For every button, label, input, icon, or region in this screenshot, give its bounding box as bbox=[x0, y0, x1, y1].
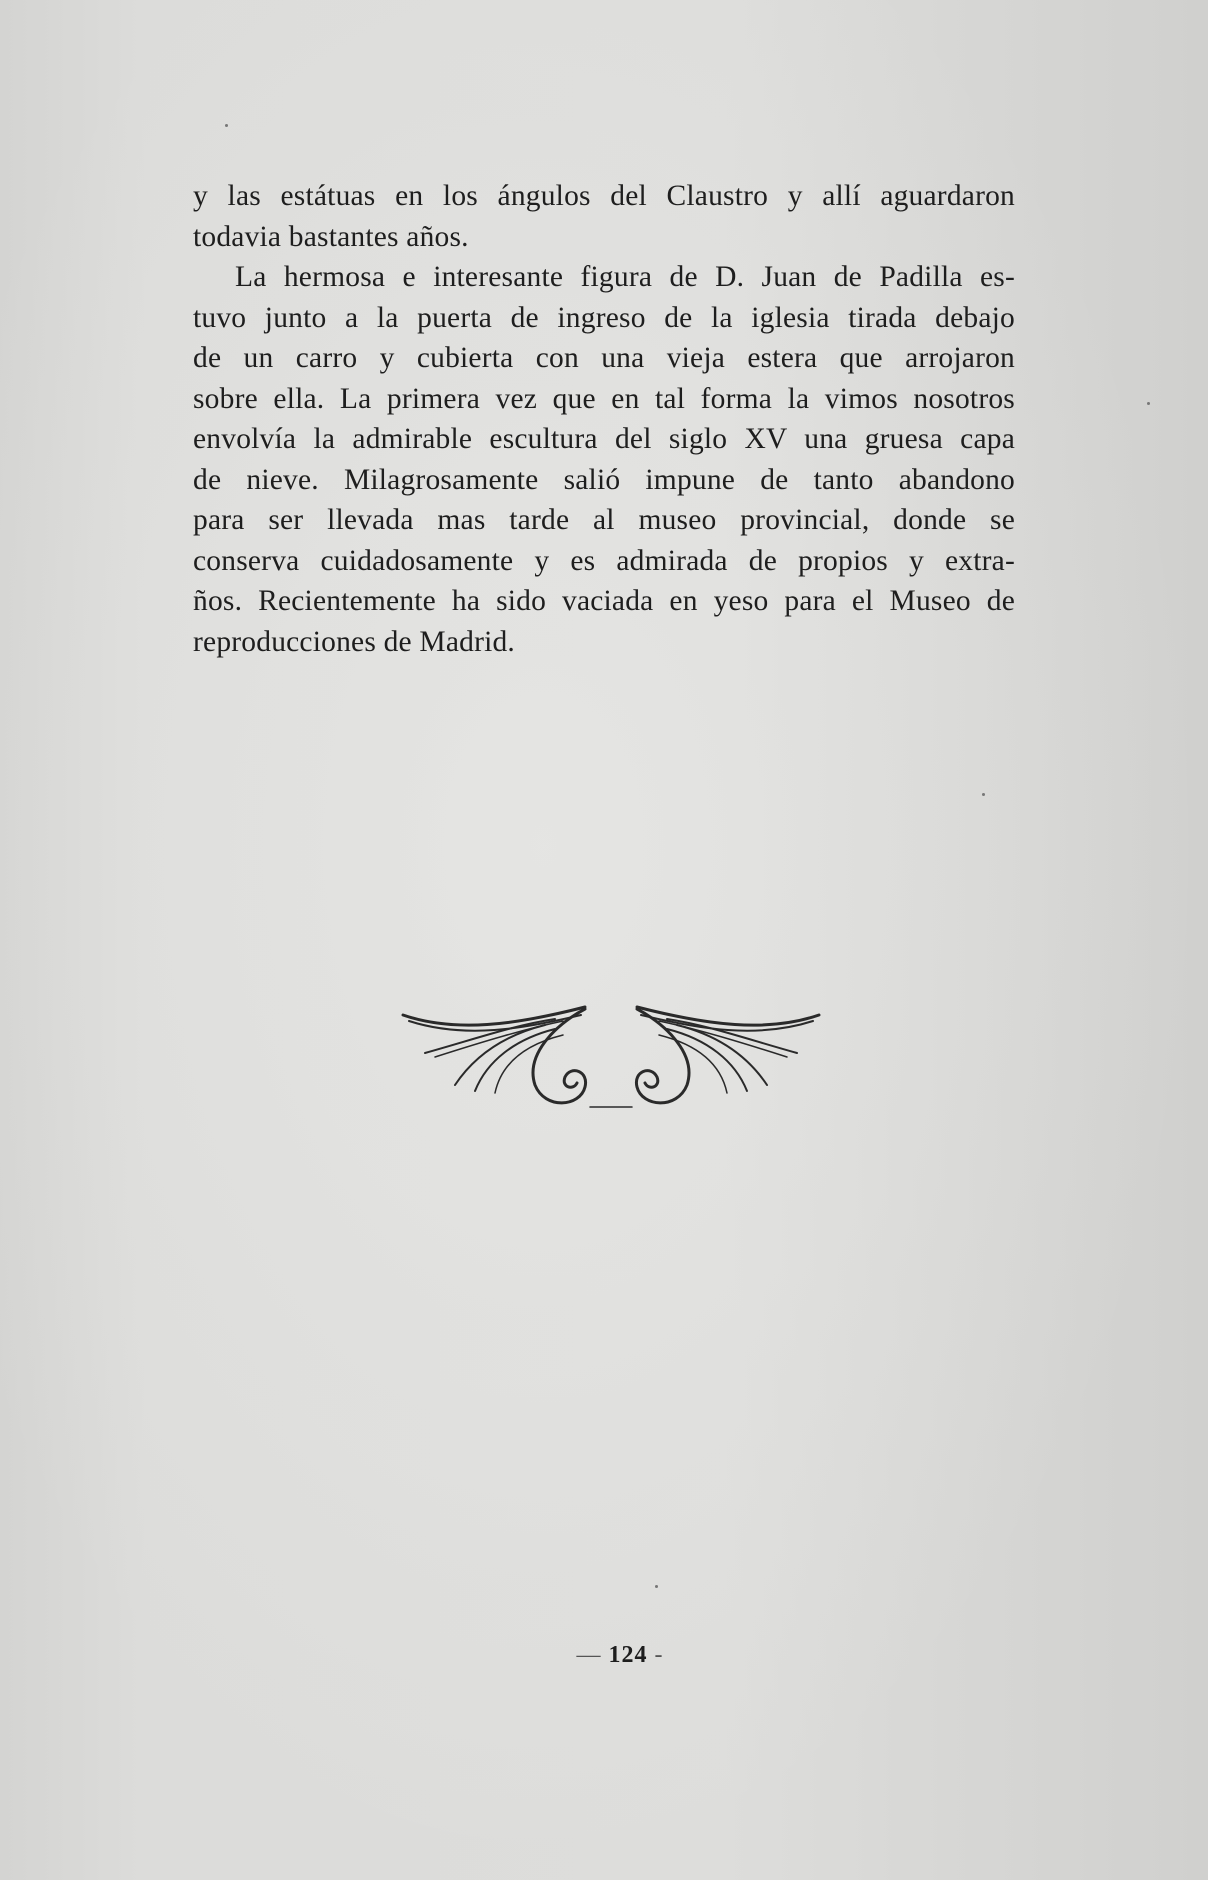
paper-speck bbox=[225, 124, 228, 127]
text-line: para ser llevada mas tarde al museo provincial, donde se bbox=[193, 504, 1015, 536]
text-line: reproducciones de Madrid. bbox=[193, 625, 516, 658]
text-line: sobre ella. La primera vez que en tal forma la vimos nosotros bbox=[193, 382, 1015, 415]
scroll-ornament-icon bbox=[395, 995, 827, 1115]
text-line: La hermosa e interesante figura de D. Juan de Padilla es- bbox=[235, 261, 1015, 293]
body-text bbox=[193, 176, 1015, 662]
page-number-value: 124 bbox=[608, 1642, 648, 1668]
text-line: de un carro y cubierta con una vieja estera que arrojaron bbox=[193, 342, 1015, 374]
text-line: de nieve. Milagrosamente salió impune de tanto abandono bbox=[193, 463, 1015, 496]
page-number bbox=[560, 1642, 680, 1669]
page-number-dash-left: — bbox=[576, 1642, 602, 1668]
text-line: envolvía la admirable escultura del siglo XV una gruesa capa bbox=[193, 423, 1015, 455]
paper-speck bbox=[655, 1585, 658, 1588]
text-line: conserva cuidadosamente y es admirada de propios y extra- bbox=[193, 544, 1015, 577]
text-line: todavia bastantes años. bbox=[193, 220, 469, 253]
page-number-dash-right: - bbox=[654, 1642, 664, 1668]
text-line: y las estátuas en los ángulos del Claustro y allí aguardaron bbox=[193, 180, 1015, 212]
paper-speck bbox=[982, 793, 985, 796]
text-line: ños. Recientemente ha sido vaciada en yeso para el Museo de bbox=[193, 585, 1015, 617]
text-line: tuvo junto a la puerta de ingreso de la iglesia tirada debajo bbox=[193, 301, 1015, 334]
paper-speck bbox=[1147, 402, 1150, 405]
